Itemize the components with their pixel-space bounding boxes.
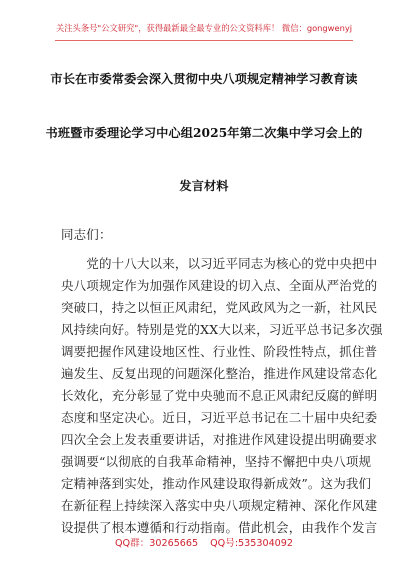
body-line: 风持续向好。特别是党的XX大以来，习近平总书记多次强 bbox=[61, 322, 383, 337]
salutation: 同志们： bbox=[61, 227, 112, 242]
document-title-line-1: 市长在市委常委会深入贯彻中央八项规定精神学习教育读 bbox=[50, 72, 358, 86]
body-line: 党的十八大以来，以习近平同志为核心的党中央把中 bbox=[61, 256, 378, 271]
body-line: 央八项规定作为加强作风建设的切入点、全面从严治党的 bbox=[61, 278, 378, 293]
footer-qq-group: QQ群：30265665 bbox=[115, 538, 199, 549]
document-title-line-3: 发言材料 bbox=[179, 179, 229, 193]
footer-qq-number: QQ号:535304092 bbox=[210, 538, 293, 549]
body-line: 突破口，持之以恒正风肃纪，党风政风为之一新，社风民 bbox=[61, 300, 378, 315]
footer-contact bbox=[0, 535, 408, 549]
header-banner: 关注头条号"公文研究"，获得最新最全最专业的公文资料库！ 微信：gongwenyj bbox=[55, 23, 353, 33]
body-line: 四次全会上发表重要讲话，对推进作风建设提出明确要求 bbox=[61, 432, 378, 447]
body-line: 长效化，充分彰显了党中央驰而不息正风肃纪反腐的鲜明 bbox=[61, 388, 378, 403]
body-line: 强调要“以彻底的自我革命精神，坚持不懈把中央八项规 bbox=[61, 454, 372, 469]
body-line: 调要把握作风建设地区性、行业性、阶段性特点，抓住普 bbox=[61, 344, 378, 359]
body-line: 遍发生、反复出现的问题深化整治，推进作风建设常态化 bbox=[61, 366, 378, 381]
body-line: 设提供了根本遵循和行动指南。借此机会，由我作个发言 bbox=[61, 520, 378, 535]
body-line: 定精神落到实处，推动作风建设取得新成效”。这为我们 bbox=[61, 476, 372, 491]
document-title-line-2: 书班暨市委理论学习中心组2025年第二次集中学习会上的 bbox=[45, 126, 363, 140]
body-line: 在新征程上持续深入落实中央八项规定精神、深化作风建 bbox=[61, 498, 378, 513]
header-divider bbox=[55, 40, 353, 41]
body-line: 态度和坚定决心。近日，习近平总书记在二十届中央纪委 bbox=[61, 410, 378, 425]
